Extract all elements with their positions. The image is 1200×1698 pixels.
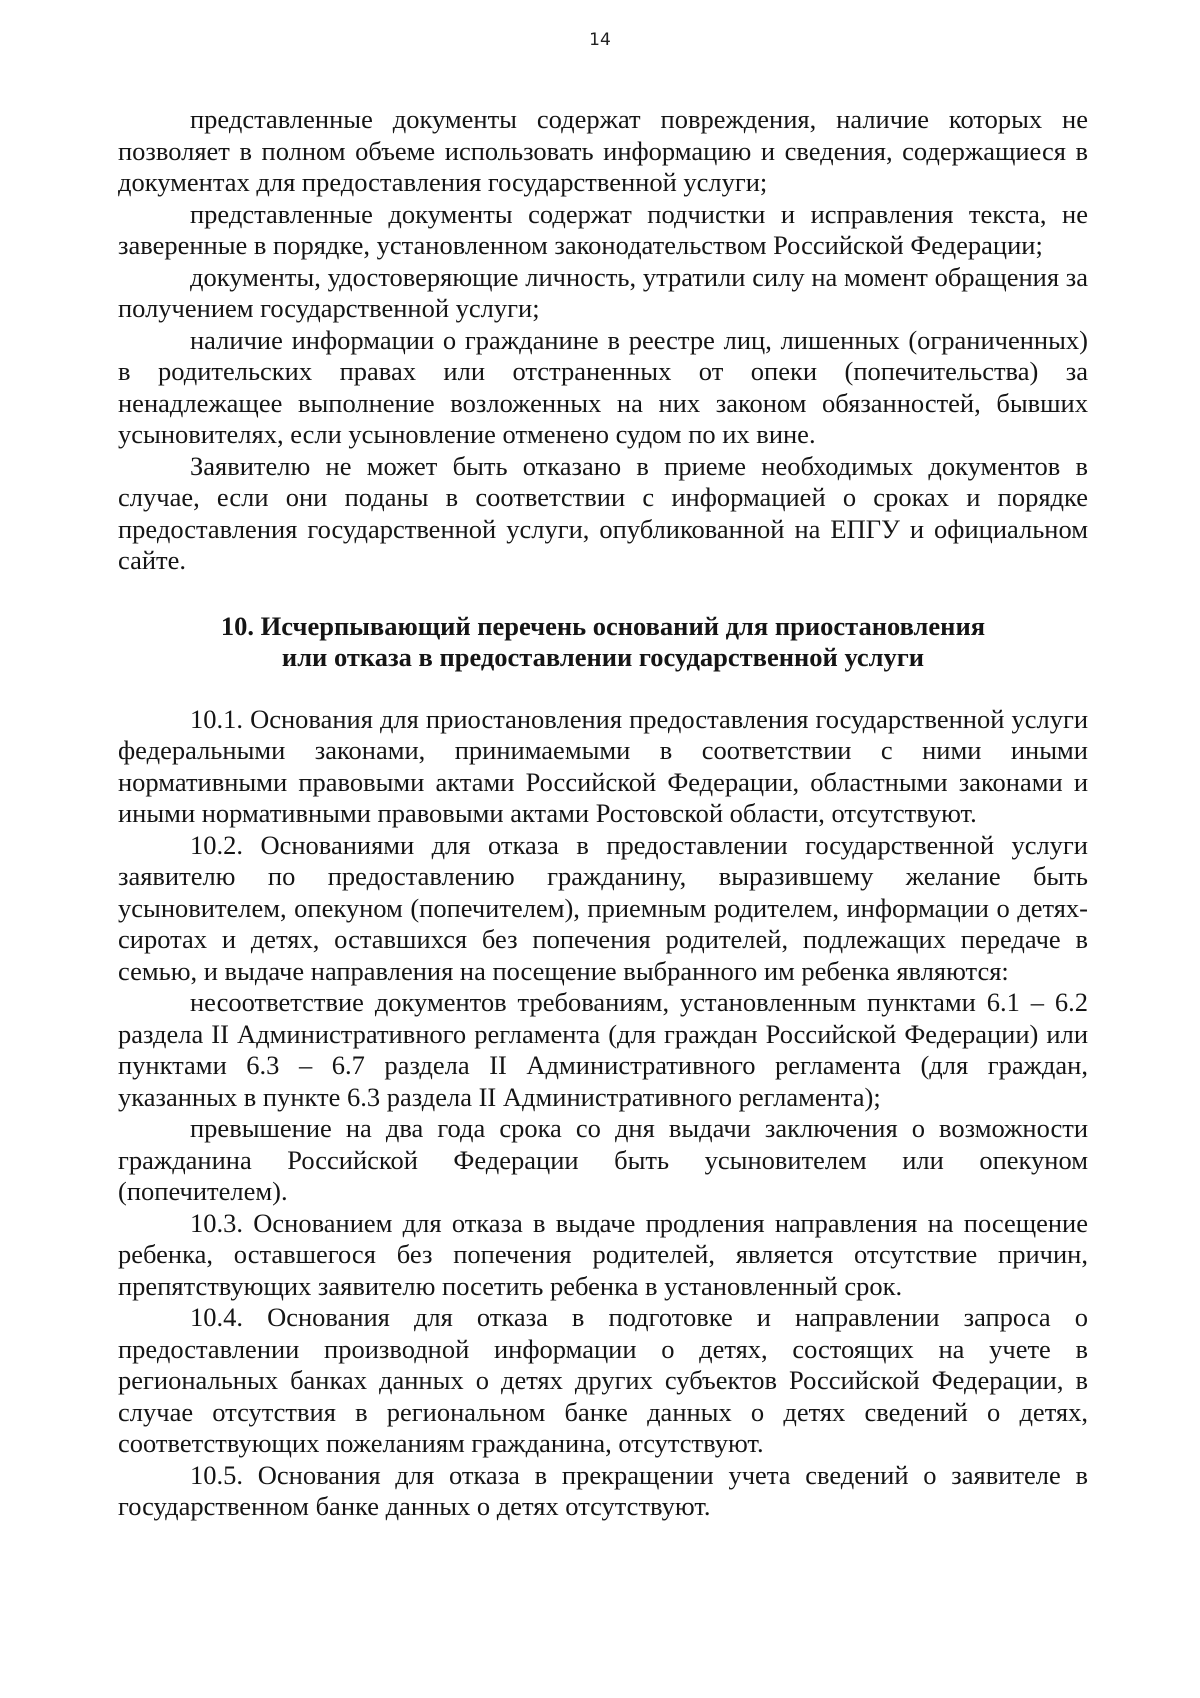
paragraph: 10.4. Основания для отказа в подготовке и направлении запроса о предоставлении производной информации о детях, состоящих на учете в региональных банках данных о детях других субъектов Российской Федерации, в случае отсутствия в региональном банке данных о детях сведений о детях, соответствующих пожеланиям гражданина, отсутствуют. <box>118 1302 1088 1458</box>
paragraph: 10.3. Основанием для отказа в выдаче продления направления на посещение ребенка, оставшегося без попечения родителей, является отсутствие причин, препятствующих заявителю посетить ребенка в установленный срок. <box>118 1207 1088 1301</box>
section-heading-line-1: 10. Исчерпывающий перечень оснований для приостановления <box>220 610 986 641</box>
paragraph: наличие информации о гражданине в реестре лиц, лишенных (ограниченных) в родительских правах или отстраненных от опеки (попечительства) за ненадлежащее выполнение возложенных на них законом обязанностей, бывших усыновителях, если усыновление отменено судом по их вине. <box>118 324 1088 449</box>
paragraph: несоответствие документов требованиям, установленным пунктами 6.1 – 6.2 раздела II Административного регламента (для граждан Российской Федерации) или пунктами 6.3 – 6.7 раздела II Административного регламента (для граждан, указанных в пункте 6.3 раздела II Административного регламента); <box>118 987 1088 1112</box>
paragraph: документы, удостоверяющие личность, утратили силу на момент обращения за получением государственной услуги; <box>118 261 1088 323</box>
paragraph: превышение на два года срока со дня выдачи заключения о возможности гражданина Российской Федерации быть усыновителем или опекуном (попечителем). <box>118 1113 1088 1206</box>
paragraph: представленные документы содержат подчистки и исправления текста, не заверенные в порядке, установленном законодательством Российской Федерации; <box>118 198 1088 260</box>
paragraph: представленные документы содержат повреждения, наличие которых не позволяет в полном объеме использовать информацию и сведения, содержащиеся в документах для предоставления государственной услуги; <box>118 104 1088 197</box>
page-number: 14 <box>589 30 611 50</box>
paragraph: 10.1. Основания для приостановления предоставления государственной услуги федеральными законами, принимаемыми в соответствии с ними иными нормативными правовыми актами Российской Федерации, областными законами и иными нормативными правовыми актами Ростовской области, отсутствуют. <box>118 703 1088 828</box>
paragraph: 10.2. Основаниями для отказа в предоставлении государственной услуги заявителю по предоставлению гражданину, выразившему желание быть усыновителем, опекуном (попечителем), приемным родителем, информации о детях-сиротах и детях, оставшихся без попечения родителей, подлежащих передаче в семью, и выдаче направления на посещение выбранного им ребенка являются: <box>118 829 1088 986</box>
document-body <box>118 104 1088 1523</box>
paragraph: 10.5. Основания для отказа в прекращении учета сведений о заявителе в государственном банке данных о детях отсутствуют. <box>118 1459 1088 1521</box>
paragraph: Заявителю не может быть отказано в приеме необходимых документов в случае, если они поданы в соответствии с информацией о сроках и порядке предоставления государственной услуги, опубликованной на ЕПГУ и официальном сайте. <box>118 450 1088 575</box>
section-heading <box>118 611 1088 674</box>
section-heading-line-2: или отказа в предоставлении государственной услуги <box>281 642 925 672</box>
